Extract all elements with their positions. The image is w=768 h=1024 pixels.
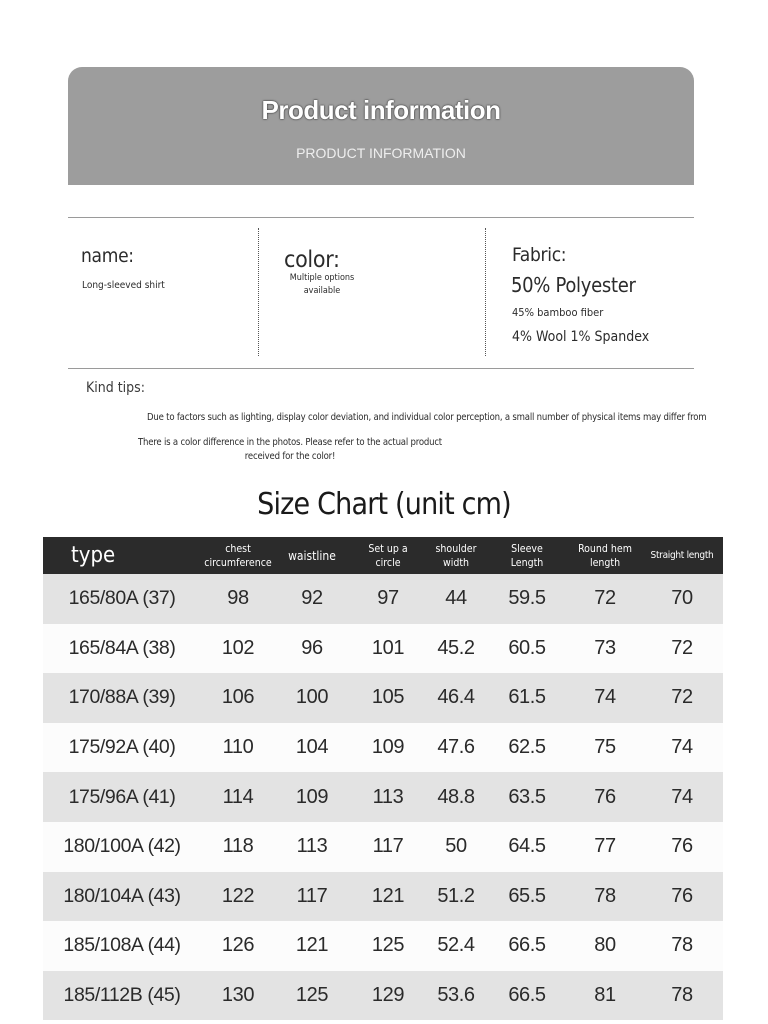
cell-round-hem-length: 76 [569, 772, 641, 822]
cell-setup-circle: 121 [349, 872, 427, 922]
kind-tips-line-1: Due to factors such as lighting, display color deviation, and individual color perception, a small number of physical items may differ from [147, 412, 707, 423]
cell-size-type: 165/80A (37) [43, 574, 201, 624]
size-row [43, 574, 723, 624]
cell-straight-length: 78 [641, 921, 723, 971]
cell-chest: 126 [201, 921, 275, 971]
cell-sleeve-length: 64.5 [485, 822, 569, 872]
kind-tips-label: Kind tips: [86, 380, 145, 396]
size-row [43, 624, 723, 674]
size-row [43, 921, 723, 971]
cell-size-type: 175/92A (40) [43, 723, 201, 773]
cell-straight-length: 72 [641, 673, 723, 723]
cell-round-hem-length: 72 [569, 574, 641, 624]
cell-setup-circle: 105 [349, 673, 427, 723]
fabric-line-3: 4% Wool 1% Spandex [512, 329, 650, 345]
header-round-hem [569, 537, 641, 574]
cell-round-hem-length: 74 [569, 673, 641, 723]
cell-setup-circle: 109 [349, 723, 427, 773]
cell-waistline: 117 [275, 872, 349, 922]
header-chest-line-1: chest [225, 542, 251, 555]
cell-chest: 122 [201, 872, 275, 922]
info-bottom-divider [68, 368, 694, 369]
header-shoulder-line-1: shoulder [435, 542, 477, 555]
header-shoulder [427, 537, 485, 574]
cell-waistline: 121 [275, 921, 349, 971]
cell-round-hem-length: 75 [569, 723, 641, 773]
cell-round-hem-length: 78 [569, 872, 641, 922]
cell-chest: 114 [201, 772, 275, 822]
fabric-line-2: 45% bamboo fiber [512, 306, 604, 319]
size-chart-header-row [43, 537, 723, 574]
header-chest [201, 537, 275, 574]
header-type: type [43, 537, 201, 574]
cell-waistline: 92 [275, 574, 349, 624]
header-waistline: waistline [275, 537, 349, 574]
size-chart-body [43, 574, 723, 1020]
header-setup-line-1: Set up a [368, 542, 408, 555]
cell-setup-circle: 117 [349, 822, 427, 872]
cell-size-type: 180/100A (42) [43, 822, 201, 872]
cell-chest: 118 [201, 822, 275, 872]
header-setup-line-2: circle [375, 556, 401, 569]
cell-round-hem-length: 73 [569, 624, 641, 674]
cell-straight-length: 78 [641, 971, 723, 1021]
cell-shoulder-width: 44 [427, 574, 485, 624]
cell-waistline: 113 [275, 822, 349, 872]
header-sleeve [485, 537, 569, 574]
cell-waistline: 125 [275, 971, 349, 1021]
size-row [43, 822, 723, 872]
cell-straight-length: 74 [641, 772, 723, 822]
cell-straight-length: 76 [641, 872, 723, 922]
cell-sleeve-length: 60.5 [485, 624, 569, 674]
size-row [43, 971, 723, 1021]
cell-round-hem-length: 80 [569, 921, 641, 971]
color-label: color: [284, 247, 340, 273]
cell-size-type: 165/84A (38) [43, 624, 201, 674]
name-value: Long-sleeved shirt [82, 280, 165, 291]
color-value-line-1: Multiple options [289, 273, 355, 283]
cell-waistline: 109 [275, 772, 349, 822]
size-row [43, 872, 723, 922]
cell-setup-circle: 101 [349, 624, 427, 674]
cell-setup-circle: 97 [349, 574, 427, 624]
cell-chest: 98 [201, 574, 275, 624]
fabric-line-1: 50% Polyester [511, 273, 636, 297]
color-value-line-2: available [303, 286, 341, 296]
cell-sleeve-length: 62.5 [485, 723, 569, 773]
info-column-divider-1 [258, 228, 259, 356]
header-setup-circle [349, 537, 427, 574]
product-info-banner [68, 67, 694, 185]
kind-tips-line-2: There is a color difference in the photos. Please refer to the actual product received for the color! [138, 437, 442, 462]
cell-sleeve-length: 66.5 [485, 971, 569, 1021]
cell-size-type: 180/104A (43) [43, 872, 201, 922]
cell-shoulder-width: 51.2 [427, 872, 485, 922]
cell-waistline: 96 [275, 624, 349, 674]
cell-sleeve-length: 59.5 [485, 574, 569, 624]
cell-shoulder-width: 50 [427, 822, 485, 872]
banner-title: Product information [261, 95, 501, 125]
cell-sleeve-length: 63.5 [485, 772, 569, 822]
size-row [43, 723, 723, 773]
size-chart-table [43, 537, 723, 1020]
cell-sleeve-length: 65.5 [485, 872, 569, 922]
cell-sleeve-length: 66.5 [485, 921, 569, 971]
cell-shoulder-width: 48.8 [427, 772, 485, 822]
cell-shoulder-width: 53.6 [427, 971, 485, 1021]
header-straight-length: Straight length [641, 537, 723, 574]
cell-shoulder-width: 45.2 [427, 624, 485, 674]
cell-round-hem-length: 81 [569, 971, 641, 1021]
header-hem-line-1: Round hem [578, 542, 632, 555]
cell-chest: 130 [201, 971, 275, 1021]
size-chart-title: Size Chart (unit cm) [257, 487, 511, 522]
cell-straight-length: 72 [641, 624, 723, 674]
cell-sleeve-length: 61.5 [485, 673, 569, 723]
name-label: name: [81, 245, 134, 267]
cell-shoulder-width: 47.6 [427, 723, 485, 773]
header-sleeve-line-2: Length [510, 556, 544, 569]
cell-setup-circle: 125 [349, 921, 427, 971]
header-chest-line-2: circumference [204, 556, 272, 569]
color-value [286, 272, 358, 298]
size-row [43, 772, 723, 822]
cell-size-type: 185/112B (45) [43, 971, 201, 1021]
cell-chest: 110 [201, 723, 275, 773]
cell-setup-circle: 113 [349, 772, 427, 822]
cell-chest: 106 [201, 673, 275, 723]
banner-subtitle: PRODUCT INFORMATION [296, 145, 466, 161]
cell-straight-length: 70 [641, 574, 723, 624]
info-top-divider [68, 217, 694, 218]
cell-size-type: 185/108A (44) [43, 921, 201, 971]
cell-size-type: 170/88A (39) [43, 673, 201, 723]
cell-straight-length: 76 [641, 822, 723, 872]
cell-shoulder-width: 46.4 [427, 673, 485, 723]
cell-straight-length: 74 [641, 723, 723, 773]
cell-waistline: 100 [275, 673, 349, 723]
fabric-label: Fabric: [512, 244, 567, 266]
cell-chest: 102 [201, 624, 275, 674]
size-row [43, 673, 723, 723]
header-sleeve-line-1: Sleeve [511, 542, 543, 555]
cell-round-hem-length: 77 [569, 822, 641, 872]
cell-setup-circle: 129 [349, 971, 427, 1021]
header-shoulder-line-2: width [442, 556, 470, 569]
cell-waistline: 104 [275, 723, 349, 773]
header-hem-line-2: length [589, 556, 621, 569]
info-column-divider-2 [485, 228, 486, 356]
cell-shoulder-width: 52.4 [427, 921, 485, 971]
cell-size-type: 175/96A (41) [43, 772, 201, 822]
